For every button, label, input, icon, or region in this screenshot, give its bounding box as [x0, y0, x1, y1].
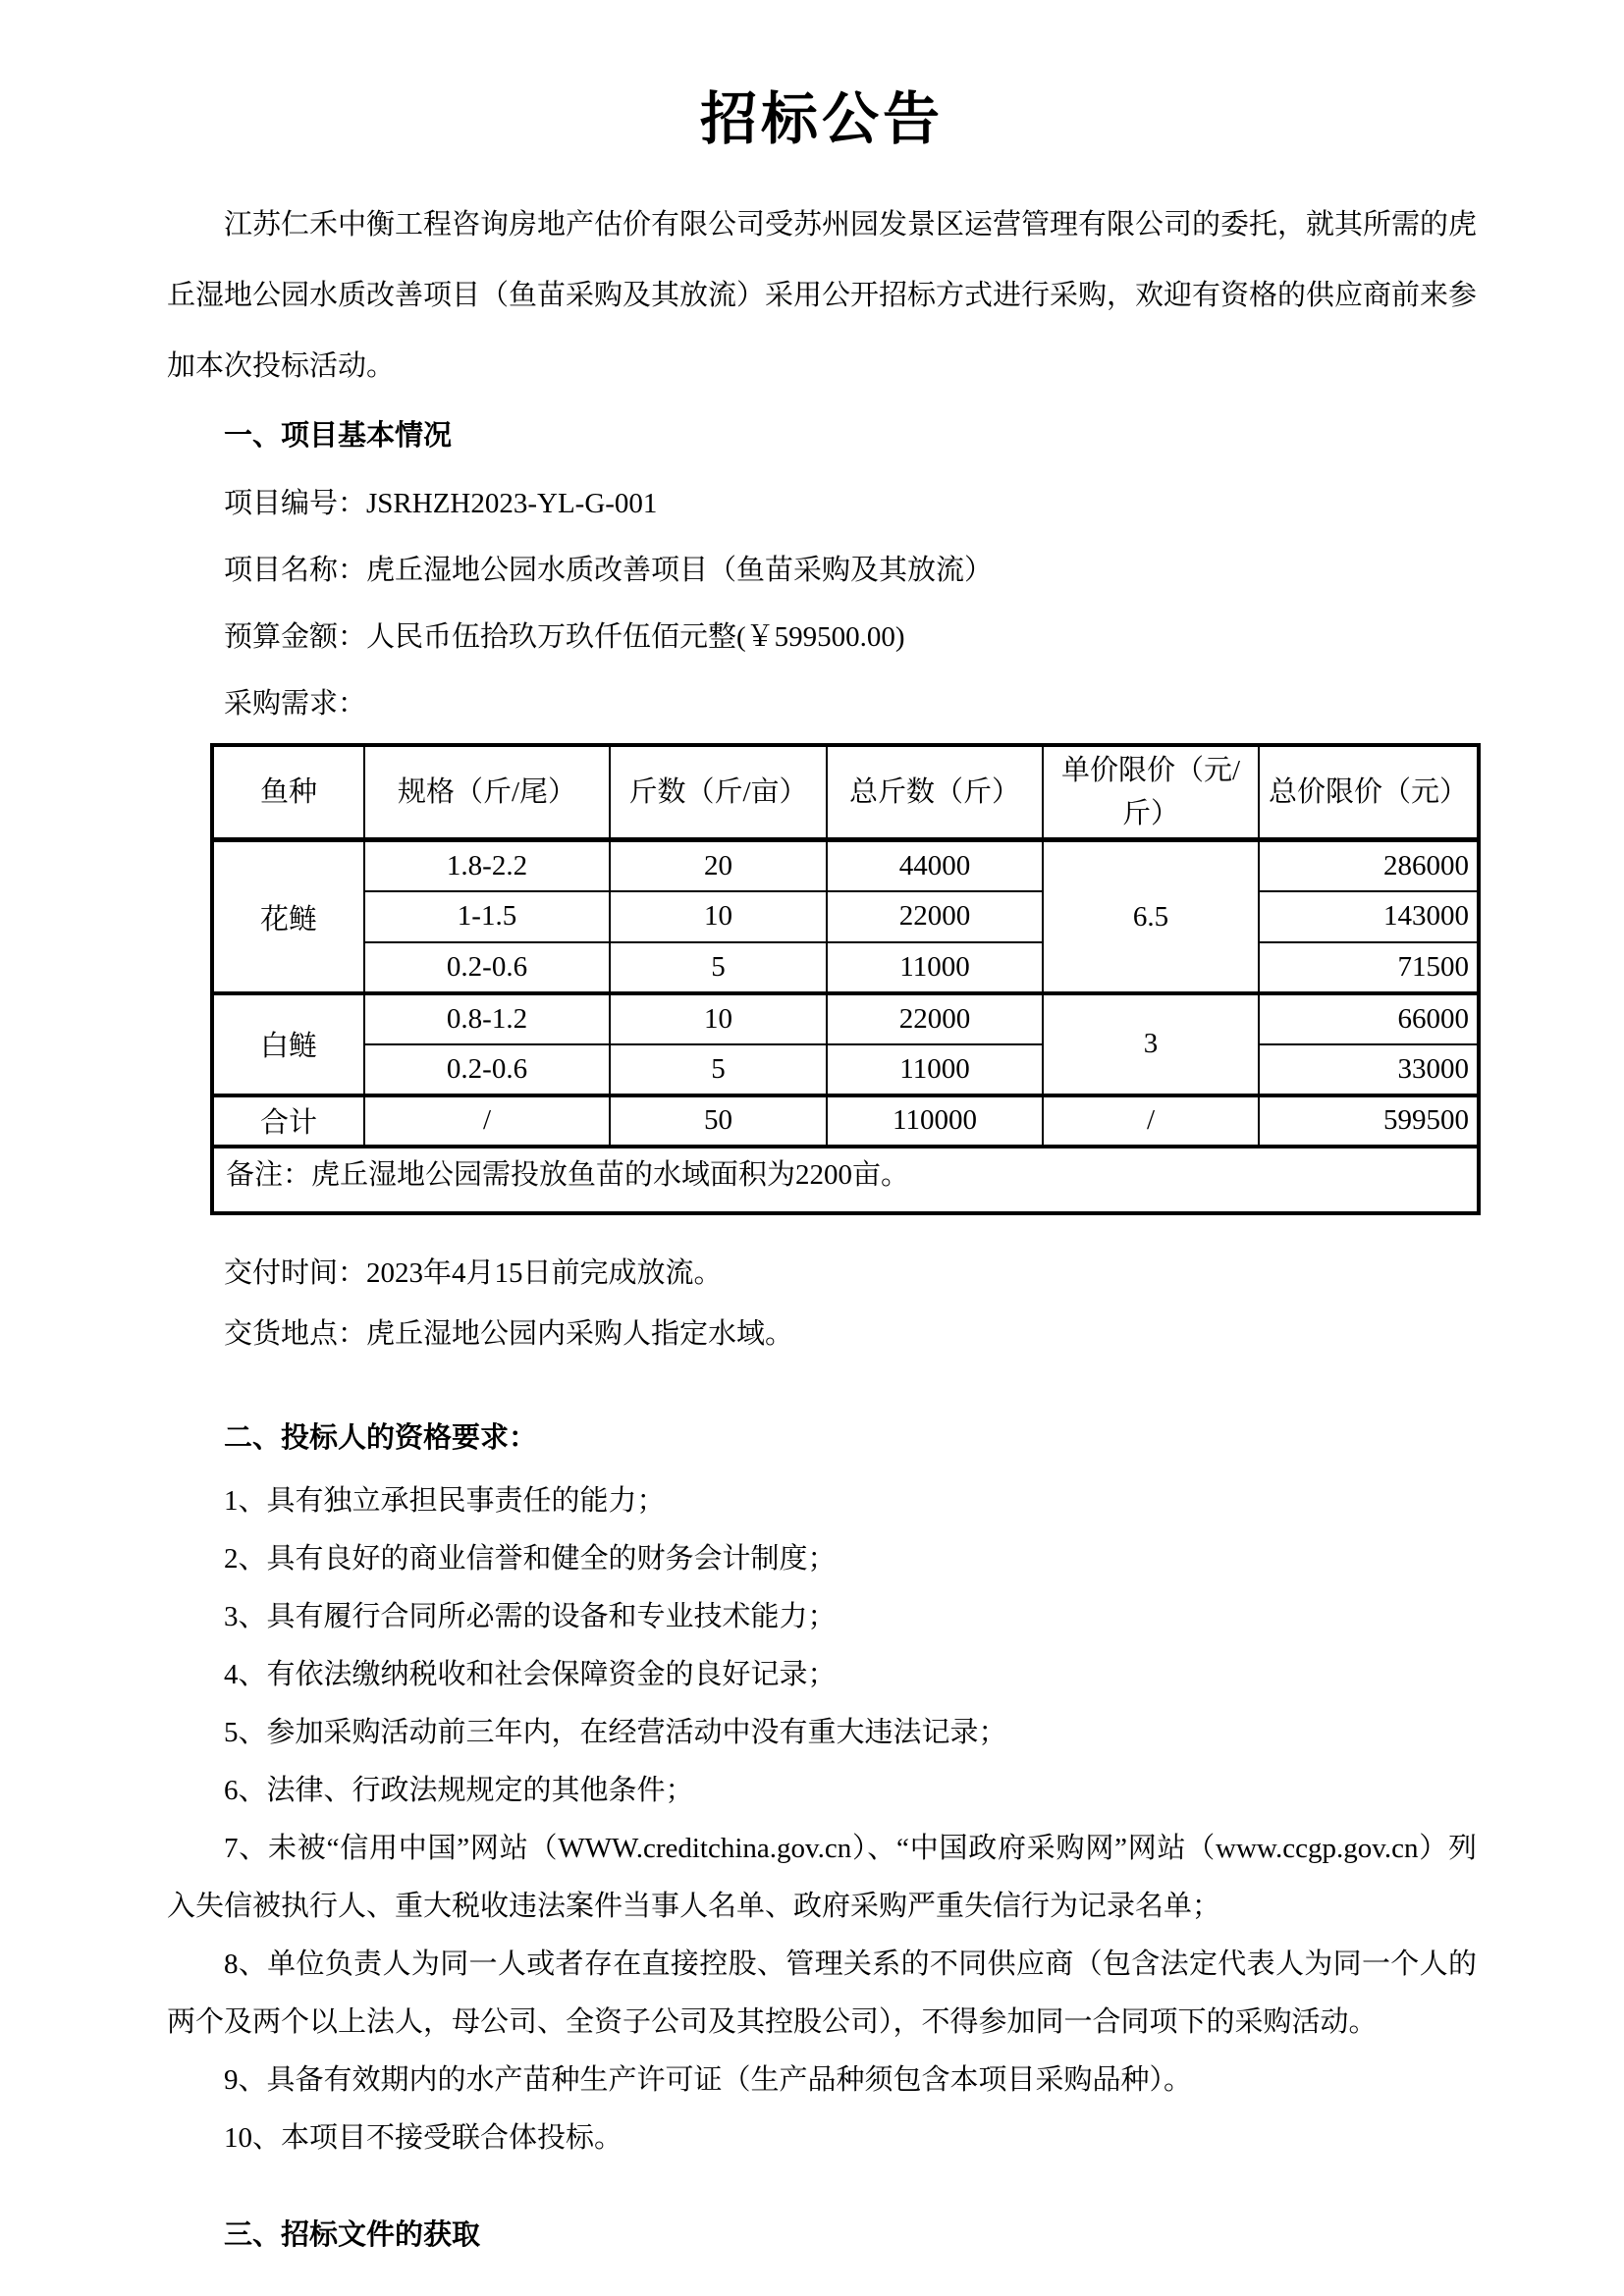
cell-per-mu: 5 [610, 942, 827, 993]
header-fish-type: 鱼种 [212, 745, 364, 840]
section-3-heading: 三、招标文件的获取 [224, 2218, 481, 2251]
cell-spec: 0.2-0.6 [364, 1044, 610, 1095]
budget-line: 预算金额：人民币伍拾玖万玖仟伍佰元整(￥599500.00) [224, 621, 905, 654]
cell-spec: 0.8-1.2 [364, 993, 610, 1044]
cell-total-price: 143000 [1259, 891, 1479, 942]
delivery-place-line: 交货地点：虎丘湿地公园内采购人指定水域。 [224, 1317, 794, 1350]
requirement-item-4: 4、有依法缴纳税收和社会保障资金的良好记录； [224, 1658, 837, 1690]
requirement-item-6: 6、法律、行政法规规定的其他条件； [224, 1774, 694, 1806]
cell-unit-price: 3 [1043, 993, 1259, 1095]
cell-total-jin: 11000 [827, 942, 1043, 993]
header-spec: 规格（斤/尾） [364, 745, 610, 840]
header-total-jin: 总斤数（斤） [827, 745, 1043, 840]
requirement-item-8 [167, 1936, 1477, 2052]
table-note-row [212, 1147, 1479, 1213]
cell-total-jin: 44000 [827, 840, 1043, 891]
cell-total-jin: 11000 [827, 1044, 1043, 1095]
section-1-heading: 一、项目基本情况 [224, 420, 453, 453]
table-total-row [212, 1095, 1479, 1147]
table-header-row [212, 745, 1479, 840]
table-row [212, 891, 1479, 942]
cell-total-jin: 22000 [827, 993, 1043, 1044]
cell-fish-bailian: 白鲢 [212, 993, 364, 1095]
page-title: 招标公告 [699, 87, 944, 151]
requirement-item-1: 1、具有独立承担民事责任的能力； [224, 1484, 666, 1517]
requirement-item-7-text: 7、未被“信用中国”网站（WWW.creditchina.gov.cn）、“中国政府采购网”网站（www.ccgp.gov.cn）列入失信被执行人、重大税收违法案件当事人名单、政府采购严重失信行为记录名单； [167, 1832, 1477, 1922]
cell-spec: 1.8-2.2 [364, 840, 610, 891]
cell-spec: / [364, 1095, 610, 1147]
section-2-heading: 二、投标人的资格要求： [224, 1421, 538, 1454]
cell-total-jin: 110000 [827, 1095, 1043, 1147]
table-note: 备注：虎丘湿地公园需投放鱼苗的水域面积为2200亩。 [212, 1147, 1479, 1213]
intro-paragraph: 江苏仁禾中衡工程咨询房地产估价有限公司受苏州园发景区运营管理有限公司的委托，就其所需的虎丘湿地公园水质改善项目（鱼苗采购及其放流）采用公开招标方式进行采购，欢迎有资格的供应商前来参加本次投标活动。 [167, 209, 1478, 383]
cell-per-mu: 50 [610, 1095, 827, 1147]
procurement-table [210, 743, 1481, 1215]
requirement-item-5: 5、参加采购活动前三年内，在经营活动中没有重大违法记录； [224, 1716, 1007, 1748]
cell-unit-price: 6.5 [1043, 840, 1259, 993]
cell-per-mu: 10 [610, 993, 827, 1044]
cell-fish-huahlian: 花鲢 [212, 840, 364, 993]
header-jin-per-mu: 斤数（斤/亩） [610, 745, 827, 840]
cell-per-mu: 20 [610, 840, 827, 891]
demand-label-line: 采购需求： [224, 688, 367, 721]
project-number-line: 项目编号：JSRHZH2023-YL-G-001 [224, 488, 658, 520]
table-row [212, 1044, 1479, 1095]
cell-total-price: 33000 [1259, 1044, 1479, 1095]
table-row [212, 993, 1479, 1044]
requirement-item-8-text: 8、单位负责人为同一人或者存在直接控股、管理关系的不同供应商（包含法定代表人为同一个人的两个及两个以上法人，母公司、全资子公司及其控股公司），不得参加同一合同项下的采购活动。 [167, 1948, 1477, 2038]
table-row [212, 942, 1479, 993]
project-name-line: 项目名称：虎丘湿地公园水质改善项目（鱼苗采购及其放流） [224, 555, 994, 587]
header-unit-price-limit: 单价限价（元/斤） [1043, 745, 1259, 840]
requirements-list [167, 1472, 1477, 2167]
requirement-item-10: 10、本项目不接受联合体投标。 [224, 2121, 623, 2154]
cell-total-price: 286000 [1259, 840, 1479, 891]
cell-per-mu: 10 [610, 891, 827, 942]
cell-per-mu: 5 [610, 1044, 827, 1095]
cell-unit-price: / [1043, 1095, 1259, 1147]
cell-total-price: 599500 [1259, 1095, 1479, 1147]
cell-total-price: 66000 [1259, 993, 1479, 1044]
cell-total-label: 合计 [212, 1095, 364, 1147]
requirement-item-3: 3、具有履行合同所必需的设备和专业技术能力； [224, 1600, 837, 1632]
header-total-price-limit: 总价限价（元） [1259, 745, 1479, 840]
requirement-item-9: 9、具备有效期内的水产苗种生产许可证（生产品种须包含本项目采购品种）。 [224, 2063, 1193, 2096]
requirement-item-2: 2、具有良好的商业信誉和健全的财务会计制度； [224, 1542, 837, 1575]
cell-spec: 0.2-0.6 [364, 942, 610, 993]
table-row [212, 840, 1479, 891]
cell-spec: 1-1.5 [364, 891, 610, 942]
delivery-time-line: 交付时间：2023年4月15日前完成放流。 [224, 1256, 723, 1289]
cell-total-price: 71500 [1259, 942, 1479, 993]
cell-total-jin: 22000 [827, 891, 1043, 942]
requirement-item-7 [167, 1820, 1477, 1936]
